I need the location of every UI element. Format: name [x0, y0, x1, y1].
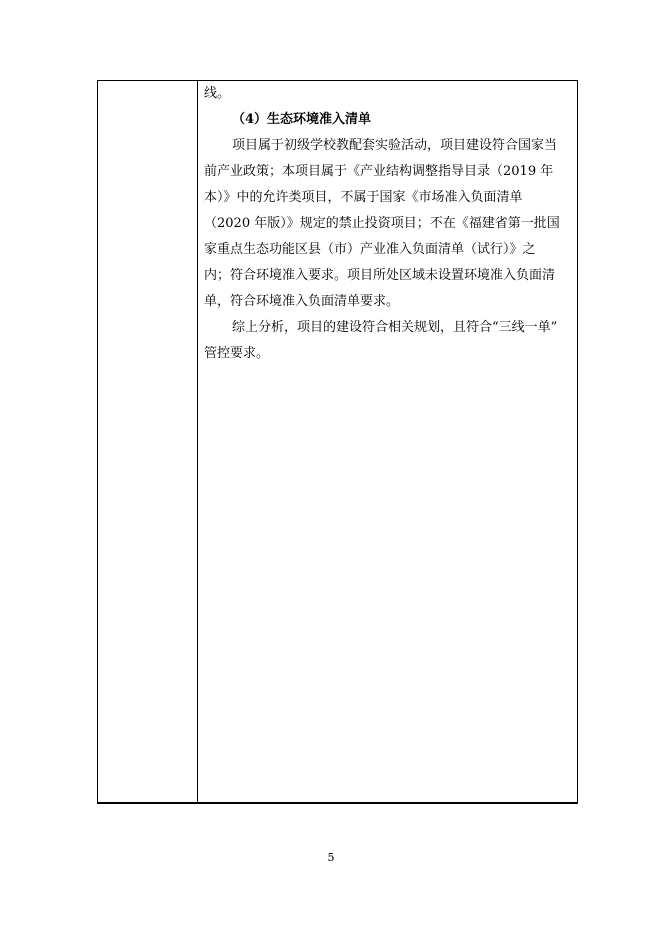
section-heading: （4）生态环境准入清单 — [232, 112, 372, 127]
text-line: 线。 — [204, 86, 231, 101]
document-table — [97, 80, 578, 804]
text-line: 前产业政策；本项目属于《产业结构调整指导目录（2019 年 — [204, 164, 554, 179]
table-left-cell — [98, 81, 198, 802]
page-number: 5 — [327, 851, 335, 864]
text-line: 家重点生态功能区县（市）产业准入负面清单（试行）》之 — [204, 242, 536, 257]
text-line: （2020 年版）》规定的禁止投资项目；不在《福建省第一批国 — [204, 216, 560, 231]
text-line: 项目属于初级学校教配套实验活动，项目建设符合国家当 — [232, 138, 558, 153]
text-line: 本）》中的允许类项目，不属于国家《市场准入负面清单 — [204, 190, 523, 205]
text-line: 管控要求。 — [204, 346, 270, 361]
text-line: 内；符合环境准入要求。项目所处区域未设置环境准入负面清 — [204, 268, 556, 283]
text-line: 综上分析，项目的建设符合相关规划，且符合“三线一单” — [232, 320, 558, 335]
table-content-cell — [198, 81, 577, 802]
text-line: 单，符合环境准入负面清单要求。 — [204, 294, 400, 309]
